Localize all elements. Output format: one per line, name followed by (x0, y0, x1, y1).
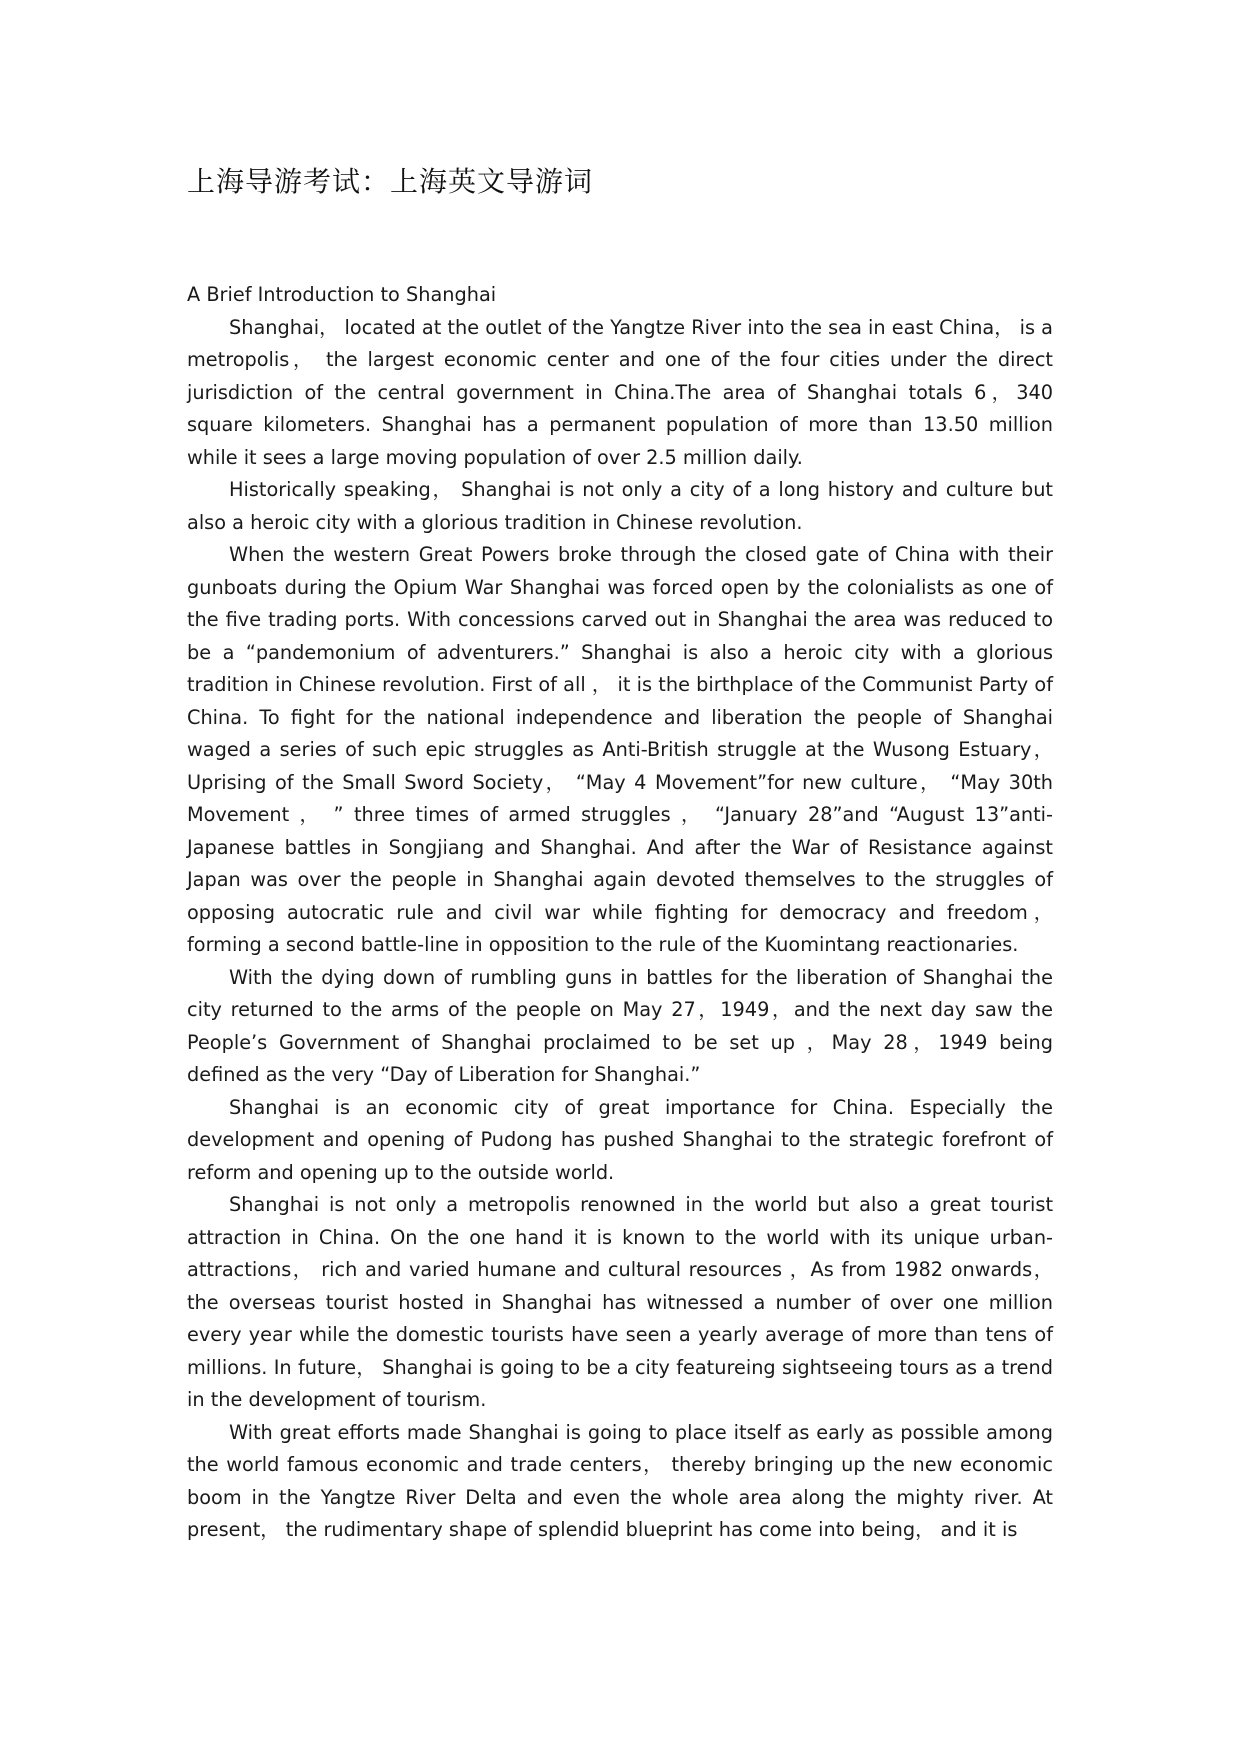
section-heading: A Brief Introduction to Shanghai (187, 283, 497, 306)
paragraph-tourism: Shanghai is not only a metropolis renowned in the world but also a great tourist attraction in China. On the one hand it is known to the world with its unique urban-attractions， rich and varied humane and cultural resources ，As from 1982 onwards，the overseas tourist hosted in Shanghai has witnessed a number of over one million every year while the domestic tourists have seen a yearly average of more than tens of millions. In future， Shanghai is going to be a city featureing sightseeing tours as a trend in the development of tourism. (187, 1193, 1053, 1411)
document-body (187, 279, 1053, 1547)
paragraph-revolution: When the western Great Powers broke through the closed gate of China with their gunboats during the Opium War Shanghai was forced open by the colonialists as one of the five trading ports. With concessions carved out in Shanghai the area was reduced to be a “pandemonium of adventurers.” Shanghai is also a heroic city with a glorious tradition in Chinese revolution. First of all ， it is the birthplace of the Communist Party of China. To fight for the national independence and liberation the people of Shanghai waged a series of such epic struggles as Anti-British struggle at the Wusong Estuary， Uprising of the Small Sword Society， “May 4 Movement”for new culture， “May 30th Movement ， ” three times of armed struggles ， “January 28”and “August 13”anti-Japanese battles in Songjiang and Shanghai. And after the War of Resistance against Japan was over the people in Shanghai again devoted themselves to the struggles of opposing autocratic rule and civil war while fighting for democracy and freedom， forming a second battle-line in opposition to the rule of the Kuomintang reactionaries. (187, 543, 1053, 956)
paragraph-economy: Shanghai is an economic city of great importance for China. Especially the development and opening of Pudong has pushed Shanghai to the strategic forefront of reform and opening up to the outside world. (187, 1095, 1053, 1184)
paragraph-liberation: With the dying down of rumbling guns in battles for the liberation of Shanghai the city returned to the arms of the people on May 27，1949，and the next day saw the People’s Government of Shanghai proclaimed to be set up ，May 28，1949 being defined as the very “Day of Liberation for Shanghai.” (187, 965, 1053, 1086)
page-title: 上海导游考试：上海英文导游词 (187, 165, 594, 198)
paragraph-overview: Shanghai， located at the outlet of the Yangtze River into the sea in east China， is a metropolis， the largest economic center and one of the four cities under the direct jurisdiction of the central government in China.The area of Shanghai totals 6，340 square kilometers. Shanghai has a permanent population of more than 13.50 million while it sees a large moving population of over 2.5 million daily. (187, 315, 1053, 469)
paragraph-history: Historically speaking， Shanghai is not only a city of a long history and culture but also a heroic city with a glorious tradition in Chinese revolution. (187, 478, 1053, 534)
paragraph-future: With great efforts made Shanghai is going to place itself as early as possible among the world famous economic and trade centers， thereby bringing up the new economic boom in the Yangtze River Delta and even the whole area along the mighty river. At present， the rudimentary shape of splendid blueprint has come into being， and it is (187, 1420, 1053, 1541)
